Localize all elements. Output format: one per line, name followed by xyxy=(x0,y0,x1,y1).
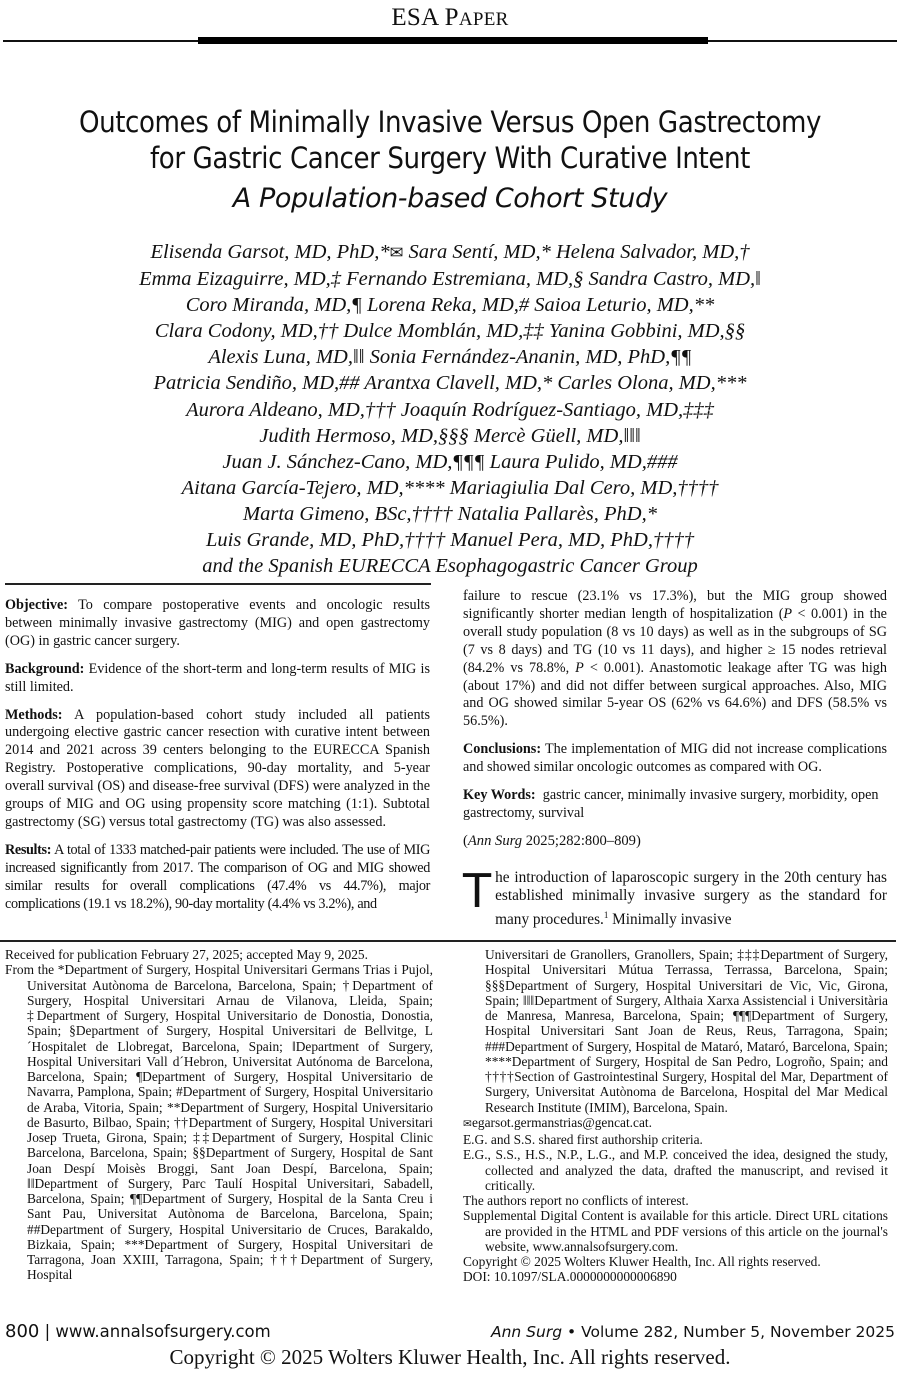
drop-cap: T xyxy=(463,864,492,918)
author-line: Emma Eizaguirre, MD,‡ Fernando Estremiana, MD,§ Sandra Castro, MD,‖ xyxy=(139,268,761,291)
results-text-right: < 0.001). Anastomotic leakage after TG was high (about 17%) and did not differ between surgical approaches. Also, MIG and OG showed similar 5-year OS (62% vs 64.6%) and DFS (58.5% vs 56.5%). xyxy=(463,659,887,730)
keywords xyxy=(463,787,887,823)
header-label-rest: APER xyxy=(458,9,509,30)
article-title xyxy=(0,104,900,176)
intro-text: Minimally invasive xyxy=(608,910,732,928)
objective-label: Objective: xyxy=(5,597,69,613)
abstract-results-continued xyxy=(463,588,887,731)
background-text: Evidence of the short-term and long-term results of MIG is still limited. xyxy=(5,660,430,695)
author-text: Sara Sentí, MD,* Helena Salvador, MD,† xyxy=(403,241,750,263)
results-label: Results: xyxy=(5,841,52,858)
abstract-results xyxy=(5,842,430,914)
page-number: 800 xyxy=(5,1321,40,1342)
envelope-icon: ✉ xyxy=(463,1117,472,1130)
reference-superscript[interactable]: 1 xyxy=(603,909,609,920)
shared-authorship: E.G. and S.S. shared first authorship criteria. xyxy=(463,1132,703,1147)
abstract-left-column xyxy=(5,597,430,924)
methods-text: A population-based cohort study included all patients undergoing elective gastric cancer resection with curative intent between 2014 and 2021 across 39 centers belonging to the EURECCA Spanish Registry. Postoperative complications, 90-day mortality, and 5-year overall survival (OS) and disease-free survival (DFS) were analyzed in the groups of MIG and OG using propensity score matching (1:1). Subtotal gastrectomy (SG) versus total gastrectomy (TG) was also assessed. xyxy=(5,706,430,830)
supplemental-content: Supplemental Digital Content is available for this article. Direct URL citations are provided in the HTML and PDF versions of this article on the journal's website, www.annalsofsurgery.com. xyxy=(463,1208,888,1254)
header-label-main: ESA xyxy=(391,4,445,31)
background-label: Background: xyxy=(5,660,85,677)
title-line-1: Outcomes of Minimally Invasive Versus Open Gastrectomy xyxy=(78,105,822,139)
header-rule-thick xyxy=(198,37,708,44)
keywords-label: Key Words: xyxy=(463,787,536,804)
footnotes-left xyxy=(5,947,433,1283)
results-text-left: A total of 1333 matched-pair patients were included. The use of MIG increased significantly from 2017. The comparison of OG and MIG showed similar results for overall complications (47.4% vs 44.7%), major complications (19.1 vs 18.2%), 90-day mortality (4.4% vs 3.2%), and xyxy=(5,841,430,912)
abstract-methods xyxy=(5,707,430,832)
author-line: Alexis Luna, MD,‖‖ Sonia Fernández-Ananin, MD, PhD,¶¶ xyxy=(208,346,692,369)
intro-text: he introduction of laparoscopic surgery in the 20th century has established minimally invasive surgery as the standard for many procedures. xyxy=(495,869,887,928)
doi[interactable]: DOI: 10.1097/SLA.0000000000006890 xyxy=(463,1269,677,1285)
abstract-conclusions xyxy=(463,741,887,777)
citation xyxy=(463,833,887,851)
footer-bullet: • xyxy=(562,1323,582,1341)
page-footer-right xyxy=(491,1323,895,1341)
conflicts-statement: The authors report no conflicts of interest. xyxy=(463,1193,689,1208)
author-line: Clara Codony, MD,†† Dulce Momblán, MD,‡‡ Yanina Gobbini, MD,§§ xyxy=(154,320,746,343)
citation-rest: 2025;282:800–809) xyxy=(522,832,641,849)
header-label-first: P xyxy=(444,4,459,31)
footnotes-right xyxy=(463,947,888,1285)
author-line: Aurora Aldeano, MD,††† Joaquín Rodríguez-Santiago, MD,‡‡‡ xyxy=(186,398,714,421)
citation-journal: Ann Surg xyxy=(467,832,523,849)
copyright-notice: Copyright © 2025 Wolters Kluwer Health, Inc. All rights reserved. xyxy=(463,1254,821,1269)
issue-info: Volume 282, Number 5, November 2025 xyxy=(581,1323,895,1341)
keywords-text: gastric cancer, minimally invasive surgery, morbidity, open gastrectomy, survival xyxy=(463,787,883,821)
author-text: Elisenda Garsot, MD, PhD,* xyxy=(150,241,390,263)
copyright-bar: Copyright © 2025 Wolters Kluwer Health, Inc. All rights reserved. xyxy=(169,1345,731,1369)
author-line: Coro Miranda, MD,¶ Lorena Reka, MD,# Saioa Leturio, MD,** xyxy=(185,294,715,317)
methods-label: Methods: xyxy=(5,706,63,723)
results-text-right: < 0.001) in the overall study population (8 vs 10 days) as well as in the subgroups of SG (7 vs 8 days) and TG (10 vs 11 days), and higher ≥ 15 nodes retrieval (84.2% vs 78.8%, xyxy=(463,605,887,676)
correspondence xyxy=(463,1115,888,1132)
abstract-right-column xyxy=(463,588,887,861)
author-line: Marta Gimeno, BSc,†††† Natalia Pallarès, PhD,* xyxy=(243,502,657,525)
page-footer-left xyxy=(5,1321,271,1342)
journal-name: Ann Surg xyxy=(491,1323,563,1341)
author-line: Patricia Sendiño, MD,## Arantxa Clavell, MD,* Carles Olona, MD,*** xyxy=(153,372,747,395)
received-date: Received for publication February 27, 2025; accepted May 9, 2025. xyxy=(5,947,368,962)
intro-paragraph xyxy=(463,864,887,929)
abstract-rule xyxy=(5,583,431,585)
p-value-symbol: P xyxy=(783,605,793,622)
footer-separator: | xyxy=(39,1322,56,1341)
affiliations-continued: Universitari de Granollers, Granollers, Spain; ‡‡‡Department of Surgery, Hospital Universitari Mútua Terrassa, Terrassa, Barcelona, Spain; §§§Department of Surgery, Hospital Universitari de Vic, Vic, Girona, Spain; ‖‖‖Department of Surgery, Althaia Xarxa Assistencial i Universitària de Manresa, Manresa, Barcelona, Spain; ¶¶¶Department of Surgery, Hospital Universitari Sant Joan de Reus, Reus, Tarragona, Spain; ###Department of Surgery, Hospital de Mataró, Mataró, Barcelona, Spain; ****Department of Surgery, Hospital de San Pedro, Logroño, Spain; and ††††Section of Gastrointestinal Surgery, Hospital del Mar, Department of Surgery, Universitat Autònoma de Barcelona, Hospital del Mar Medical Research Institute (IMIM), Barcelona, Spain. xyxy=(485,947,888,1115)
abstract-background xyxy=(5,661,430,697)
objective-text: To compare postoperative events and oncologic results between minimally invasive gastrectomy (MIG) and open gastrectomy (OG) in gastric cancer surgery. xyxy=(5,597,430,649)
footnote-rule xyxy=(0,940,896,942)
email-link[interactable]: egarsot.germanstrias@gencat.cat. xyxy=(471,1114,652,1130)
article-subtitle: A Population-based Cohort Study xyxy=(232,183,668,214)
section-header xyxy=(0,4,900,32)
conclusions-text: The implementation of MIG did not increase complications and showed similar oncologic outcomes as compared with OG. xyxy=(463,741,887,776)
conclusions-label: Conclusions: xyxy=(463,741,542,758)
p-value-symbol: P xyxy=(575,659,584,676)
abstract-objective xyxy=(5,597,430,651)
envelope-icon: ✉ xyxy=(389,243,404,262)
author-line: Juan J. Sánchez-Cano, MD,¶¶¶ Laura Pulido, MD,### xyxy=(222,450,678,473)
author-line: Judith Hermoso, MD,§§§ Mercè Güell, MD,‖‖‖ xyxy=(259,424,641,447)
title-line-2: for Gastric Cancer Surgery With Curative Intent xyxy=(150,141,750,175)
author-contributions: E.G., S.S., H.S., N.P., L.G., and M.P. conceived the idea, designed the study, collected and analyzed the data, drafted the manuscript, and revised it critically. xyxy=(463,1147,888,1193)
author-list xyxy=(0,239,900,579)
citation-open: ( xyxy=(463,832,468,849)
affiliations: From the *Department of Surgery, Hospital Universitari Germans Trias i Pujol, Universitat Autònoma de Barcelona, Barcelona, Spain; †Department of Surgery, Hospital Universitari Arnau de Vilanova, Lleida, Spain; ‡Department of Surgery, Hospital Universitario de Donostia, Donostia, Spain; §Department of Surgery, Hospital Universitari de Bellvitge, L´Hospitalet de Llobregat, Barcelona, Spain; ‖Department of Surgery, Hospital Universitari Vall d´Hebron, Universitat Autónoma de Barcelona, Barcelona, Spain; ¶Department of Surgery, Hospital Universitario de Navarra, Pamplona, Spain; #Department of Surgery, Hospital Universitario de Araba, Vitoria, Spain; **Department of Surgery, Hospital Universitario de Basurto, Bilbao, Spain; ††Department of Surgery, Hospital Universitari Josep Trueta, Girona, Spain; ‡‡Department of Surgery, Hospital Clinic Barcelona, Barcelona, Spain; §§Department of Surgery, Hospital de Sant Joan Despí Moisès Broggi, Sant Joan Despí, Barcelona, Spain; ‖‖Department of Surgery, Parc Taulí Hospital Universitari, Sabadell, Barcelona, Spain; ¶¶Department of Surgery, Hospital de la Santa Creu i Sant Pau, Universitat Autònoma de Barcelona, Barcelona, Spain; ##Department of Surgery, Hospital Universitario de Cruces, Barakaldo, Bizkaia, Spain; ***Department of Surgery, Hospital Universitari de Tarragona, Joan XXIII, Tarragona, Spain; †††Department of Surgery, Hospital xyxy=(5,962,433,1283)
author-group: and the Spanish EURECCA Esophagogastric Cancer Group xyxy=(202,555,698,578)
author-line xyxy=(0,239,900,266)
results-text-right: failure to rescue (23.1% vs 17.3%), but the MIG group showed significantly shorter median length of hospitalization ( xyxy=(463,588,887,622)
journal-website-link[interactable]: www.annalsofsurgery.com xyxy=(55,1322,271,1341)
author-line: Aitana García-Tejero, MD,**** Mariagiulia Dal Cero, MD,†††† xyxy=(181,476,719,499)
author-line: Luis Grande, MD, PhD,†††† Manuel Pera, MD, PhD,†††† xyxy=(206,529,694,552)
